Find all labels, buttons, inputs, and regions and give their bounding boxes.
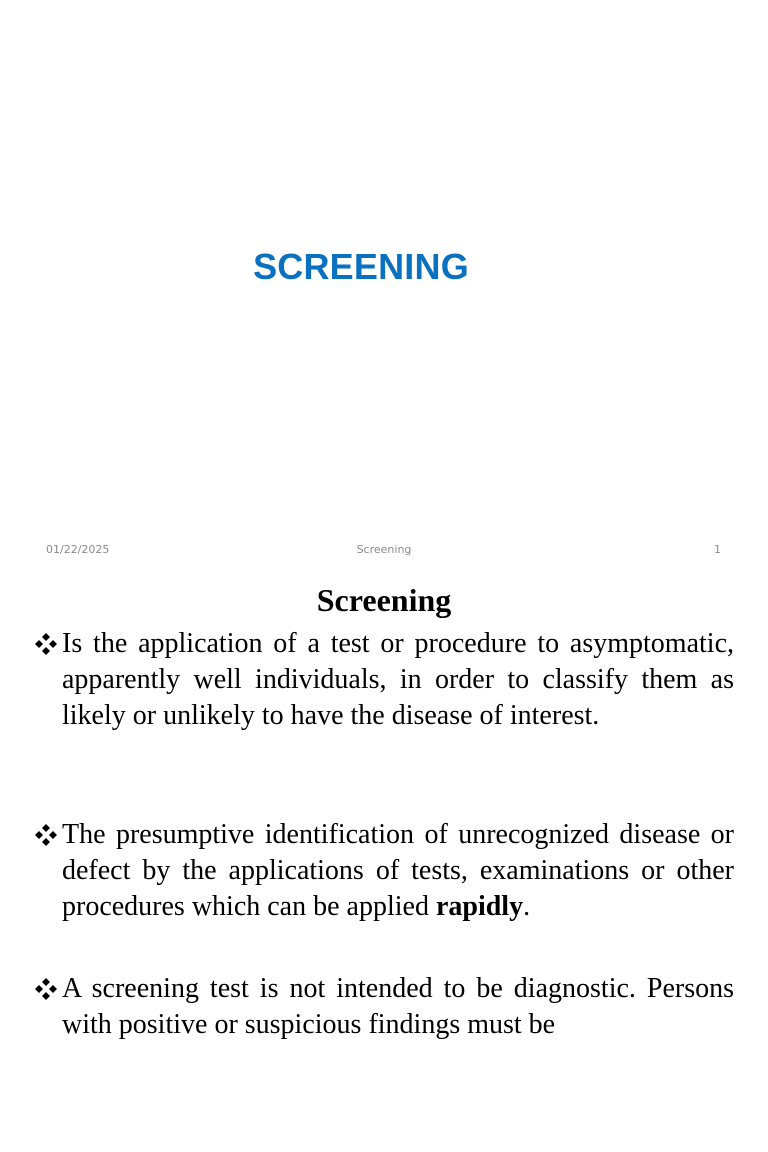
bullet-text: A screening test is not intended to be diagnostic. Persons with positive or suspicious findings must be xyxy=(62,973,734,1040)
bullet-text-part: The presumptive identification of unrecognized disease or defect by the applications of tests, examinations or other procedures which can be applied xyxy=(62,819,734,922)
bullet-text xyxy=(62,817,734,925)
footer-title: Screening xyxy=(356,543,412,556)
four-diamond-bullet-icon xyxy=(34,632,58,656)
four-diamond-bullet-icon xyxy=(34,977,58,1001)
bullet-item xyxy=(34,626,734,734)
footer-date: 01/22/2025 xyxy=(46,543,110,556)
footer-page-number: 1 xyxy=(714,543,721,556)
bullet-text-part: . xyxy=(523,891,531,922)
content-slide-title: Screening xyxy=(316,582,452,618)
bullet-text-bold: rapidly xyxy=(435,891,524,922)
four-diamond-bullet-icon xyxy=(34,823,58,847)
bullet-text: Is the application of a test or procedure to asymptomatic, apparently well individuals, in order to classify them as likely or unlikely to have the disease of interest. xyxy=(62,628,734,731)
bullet-item xyxy=(34,817,734,925)
slide-title: SCREENING xyxy=(253,246,469,287)
bullet-item xyxy=(34,971,734,1043)
content-slide xyxy=(0,576,768,1152)
